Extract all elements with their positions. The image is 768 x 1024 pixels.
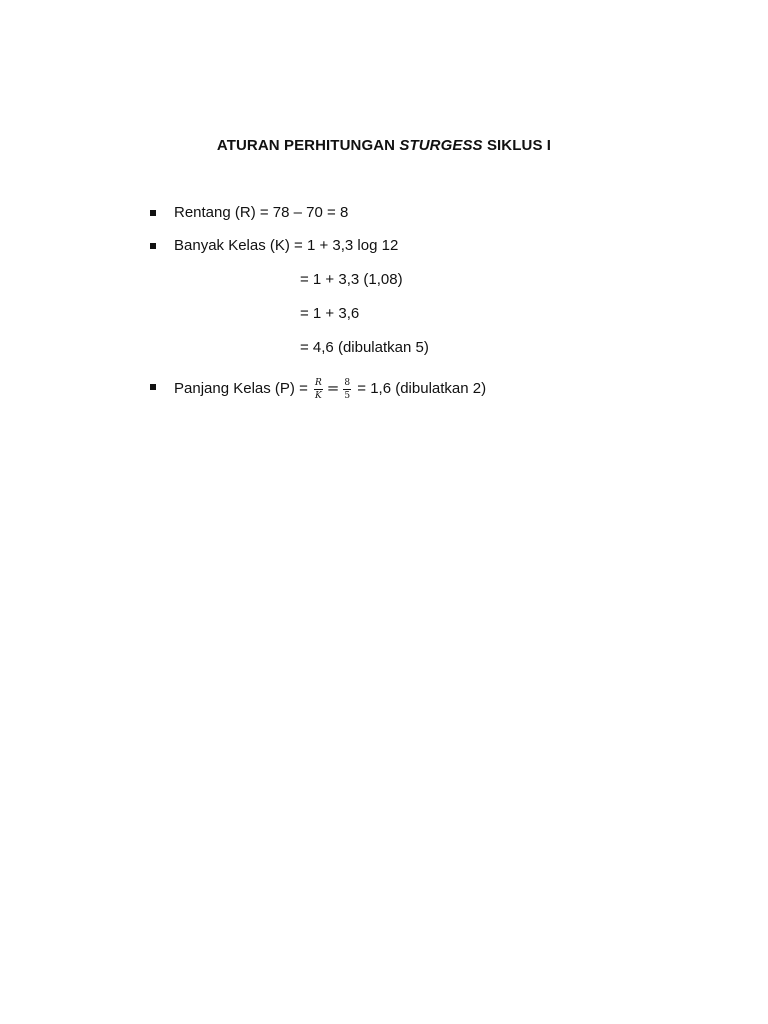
- panjang-kelas-prefix: Panjang Kelas (P) =: [174, 380, 312, 397]
- bullet-icon: [150, 384, 156, 390]
- panjang-kelas-suffix: = 1,6 (dibulatkan 2): [353, 380, 487, 397]
- fraction-r-over-k: [314, 378, 323, 401]
- title-suffix: SIKLUS I: [482, 137, 552, 154]
- banyak-kelas-step-1: = 1 + 3,3 (1,08): [300, 271, 403, 288]
- fraction-numerator: R: [315, 377, 322, 388]
- banyak-kelas-step-3: = 4,6 (dibulatkan 5): [300, 339, 429, 356]
- bullet-icon: [150, 243, 156, 249]
- banyak-kelas-step-2: = 1 + 3,6: [300, 305, 360, 322]
- banyak-kelas-line: Banyak Kelas (K) = 1 + 3,3 log 12: [174, 237, 399, 254]
- fraction-8-over-5: [343, 378, 351, 401]
- panjang-kelas-line: [174, 370, 486, 406]
- equals-sign: =: [326, 379, 340, 397]
- fraction-denominator: K: [315, 390, 322, 401]
- title-prefix: ATURAN PERHITUNGAN: [216, 137, 400, 154]
- page-title: [0, 137, 768, 154]
- rentang-line: Rentang (R) = 78 – 70 = 8: [174, 204, 349, 221]
- title-italic: STURGESS: [399, 137, 483, 154]
- fraction-denominator: 5: [344, 390, 351, 401]
- fraction-numerator: 8: [344, 377, 351, 388]
- bullet-icon: [150, 210, 156, 216]
